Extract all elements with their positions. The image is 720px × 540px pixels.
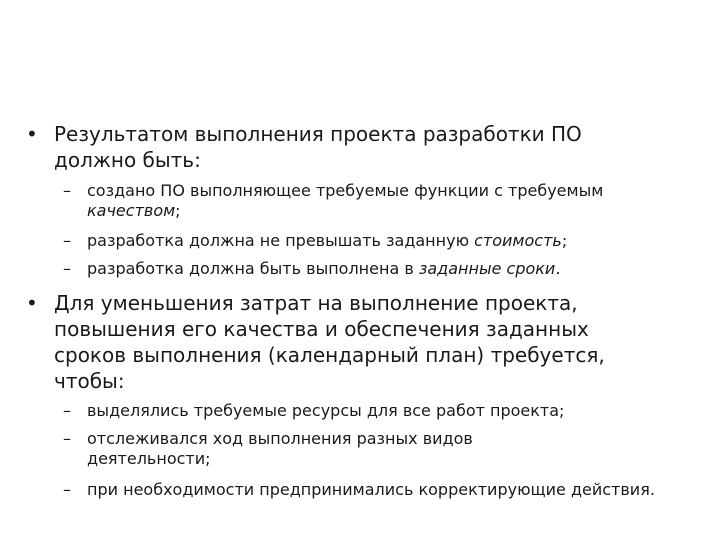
bullet-marker: • — [26, 291, 38, 315]
emphasis-deadlines: заданные сроки — [418, 259, 556, 278]
dash-marker: – — [63, 401, 71, 420]
dash-marker: – — [63, 480, 71, 499]
bullet-text: Для уменьшения затрат на выполнение проекта, повышения его качества и обеспечения заданных сроков выполнения (календарный план) требуется, чтобы: — [54, 291, 605, 393]
subitem-text-part: ; — [561, 231, 568, 250]
bullet-marker: • — [26, 122, 38, 146]
subitem-text — [87, 259, 687, 279]
emphasis-cost: стоимость — [474, 231, 562, 250]
subitem-text-part: . — [555, 259, 561, 278]
subitem-text-part: ; — [175, 201, 181, 220]
subitem-text-part: создано ПО выполняющее требуемые функции с требуемым — [87, 181, 604, 200]
subitem-text-part: разработка должна не превышать заданную — [87, 231, 475, 250]
dash-marker: – — [63, 181, 71, 200]
subitem-text-part: разработка должна быть выполнена в — [87, 259, 419, 278]
subitem-text — [87, 181, 607, 221]
dash-marker: – — [63, 259, 71, 278]
subitem-text — [87, 231, 687, 251]
dash-marker: – — [63, 429, 71, 448]
subitem-text: выделялись требуемые ресурсы для все работ проекта; — [87, 401, 565, 420]
emphasis-quality: качеством — [87, 201, 176, 220]
subitem-text: при необходимости предпринимались корректирующие действия. — [87, 480, 655, 499]
dash-marker: – — [63, 231, 71, 250]
subitem-text: отслеживался ход выполнения разных видов деятельности; — [87, 429, 473, 468]
bullet-text: Результатом выполнения проекта разработки ПО должно быть: — [54, 122, 582, 172]
